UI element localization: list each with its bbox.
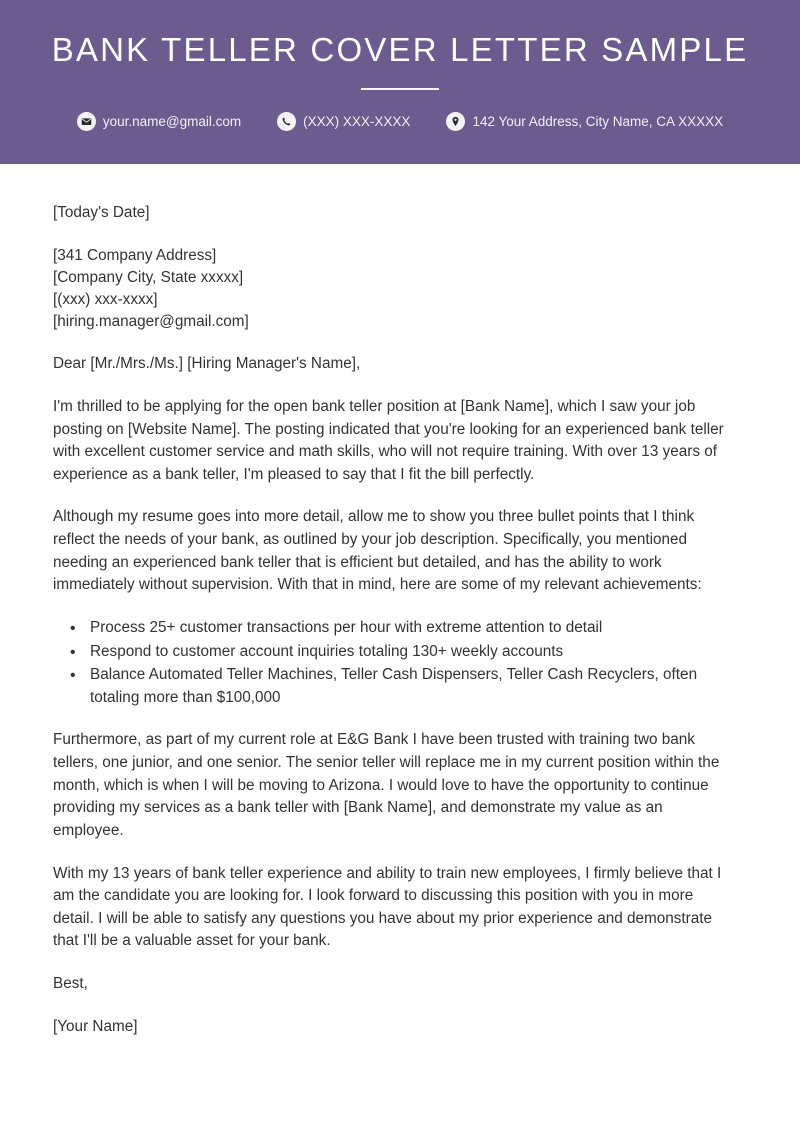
contact-item-phone[interactable] — [277, 112, 410, 131]
email-icon — [77, 112, 96, 131]
letter-paragraph-1: I'm thrilled to be applying for the open bank teller position at [Bank Name], which I saw your job posting on [Website Name]. The posting indicated that you're looking for an experienced bank teller with excellent customer service and math skills, who will not require training. With over 13 years of experience as a bank teller, I'm pleased to say that I fit the bill perfectly. — [53, 397, 724, 483]
contact-item-email[interactable] — [77, 112, 241, 131]
letter-sign-off: Best, — [53, 975, 88, 993]
letter-paragraph-4: With my 13 years of bank teller experience and ability to train new employees, I firmly believe that I am the candidate you are looking for. I look forward to discussing this position with you in more detail. I will be able to satisfy any questions you have about my prior experience and demonstrate that I'll be a valuable asset for your bank. — [53, 864, 722, 950]
contact-item-address[interactable] — [446, 112, 723, 131]
contact-email-text: your.name@gmail.com — [102, 114, 242, 130]
phone-icon — [277, 112, 296, 131]
achievements-list — [53, 617, 735, 710]
contact-address-text: 142 Your Address, City Name, CA XXXXX — [472, 114, 724, 130]
contact-row — [77, 112, 723, 131]
recipient-address-line: [hiring.manager@gmail.com] — [53, 313, 249, 331]
letter-body — [0, 164, 800, 1038]
letter-salutation: Dear [Mr./Mrs./Ms.] [Hiring Manager's Name], — [53, 355, 361, 373]
recipient-address-block — [53, 245, 735, 334]
list-item: • Respond to customer account inquiries totaling 130+ weekly accounts — [90, 641, 735, 664]
letter-signature: [Your Name] — [53, 1017, 138, 1035]
contact-phone-text: (XXX) XXX-XXXX — [303, 114, 411, 130]
recipient-address-line: [341 Company Address] — [53, 246, 217, 264]
list-item: • Process 25+ customer transactions per hour with extreme attention to detail — [90, 617, 735, 640]
title-divider — [361, 88, 439, 90]
letter-paragraph-2: Although my resume goes into more detail, allow me to show you three bullet points that I think reflect the needs of your bank, as outlined by your job description. Specifically, you mentioned needing an experienced bank teller that is efficient but detailed, and has the ability to work immediately without supervision. With that in mind, here are some of my relevant achievements: — [53, 508, 702, 594]
location-pin-icon — [446, 112, 465, 131]
document-header — [0, 0, 800, 164]
recipient-address-line: [Company City, State xxxxx] — [53, 268, 244, 286]
recipient-address-line: [(xxx) xxx-xxxx] — [53, 290, 158, 308]
page-title: BANK TELLER COVER LETTER SAMPLE — [51, 31, 749, 68]
letter-date: [Today's Date] — [53, 204, 150, 221]
list-item: • Balance Automated Teller Machines, Teller Cash Dispensers, Teller Cash Recyclers, often totaling more than $100,000 — [90, 664, 735, 709]
letter-paragraph-3: Furthermore, as part of my current role at E&G Bank I have been trusted with training two bank tellers, one junior, and one senior. The senior teller will replace me in my current position within the month, which is when I will be moving to Arizona. I would love to have the opportunity to continue providing my services as a bank teller with [Bank Name], and demonstrate my value as an employee. — [53, 731, 720, 839]
